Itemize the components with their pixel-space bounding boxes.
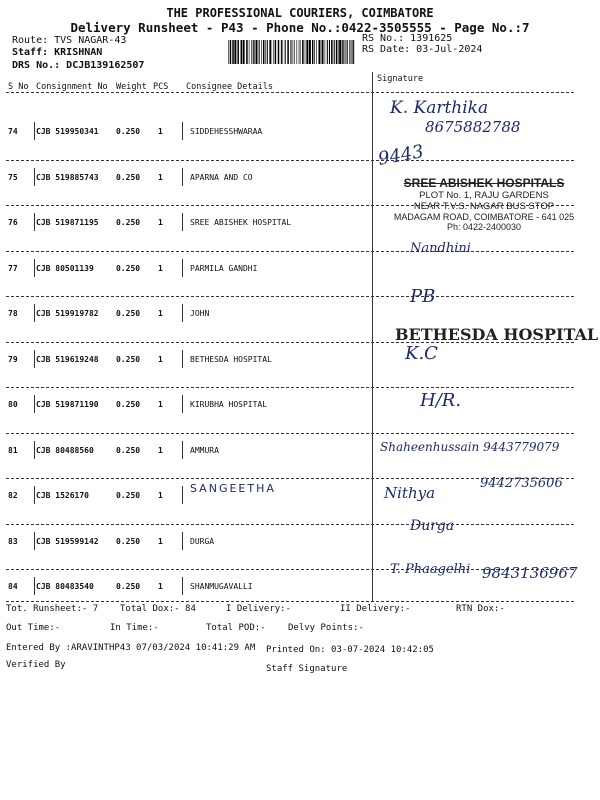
cell-pcs: 1 [158,536,163,546]
total-dox: Total Dox:- 84 [120,604,196,614]
row-divider [6,387,574,388]
verified-by: Verified By [6,660,66,670]
sig-row-82-phone: 9442735606 [480,476,563,491]
cell-pcs: 1 [158,263,163,273]
cell-weight: 0.250 [116,127,141,136]
cell-pcs: 1 [158,172,163,182]
row-tick [182,577,183,595]
cell-consignee: SIDDEHESSHWARAA [190,127,263,136]
cell-consignment: CJB 1526170 [36,491,89,500]
stamp-line-2: NEAR T.V.S. NAGAR BUS STOP [413,201,555,212]
row-tick [182,122,183,140]
sig-row-83: Durga [410,518,455,534]
row-tick [34,259,35,277]
rtn-dox: RTN Dox:- [456,604,505,614]
signature-column-divider [372,72,373,602]
cell-pcs: 1 [158,400,163,409]
stamp-sree-abishek [384,176,584,232]
cell-weight: 0.250 [116,582,141,591]
row-tick [34,168,35,186]
cell-weight: 0.250 [116,445,141,455]
tot-runsheet: Tot. Runsheet:- 7 [6,604,99,614]
cell-consignee: AMMURA [190,445,219,455]
sig-row-79: K.C [405,343,438,364]
ii-delivery: II Delivery:- [340,604,411,614]
sig-row-84-phone: 9843136967 [482,564,578,582]
row-tick [34,577,35,595]
row-divider [6,296,574,297]
cell-weight: 0.250 [116,536,141,546]
row-tick [34,441,35,459]
row-tick [182,168,183,186]
row-tick [34,213,35,231]
stamp-name: SREE ABISHEK HOSPITALS [403,176,565,190]
col-sno: S No [8,82,29,92]
row-tick [182,259,183,277]
cell-pcs: 1 [158,354,163,364]
sig-row-81: Shaheenhussain 9443779079 [380,440,560,454]
company-title: THE PROFESSIONAL COURIERS, COIMBATORE [166,6,434,20]
cell-sno: 83 [8,536,18,546]
row-divider [6,524,574,525]
cell-consignee: BETHESDA HOSPITAL [190,354,272,364]
in-time: In Time:- [110,623,159,633]
runsheet-title: Delivery Runsheet - P43 - Phone No.:0422-3505555 - Page No.:7 [70,20,530,35]
row-tick [34,395,35,413]
drs-number: DRS No.: DCJB139162507 [12,60,145,71]
cell-sno: 77 [8,263,18,273]
cell-consignment: CJB 519871195 [36,218,99,227]
cell-consignment: CJB 519950341 [36,127,99,136]
cell-pcs: 1 [158,582,163,591]
sig-row-77: Nandhini [410,241,471,256]
row-tick [182,395,183,413]
cell-consignment: CJB 519619248 [36,354,99,364]
out-time: Out Time:- [6,623,61,633]
row-tick [182,350,183,368]
route-label: Route: TVS NAGAR-43 [12,35,127,46]
stamp-line-4: Ph: 0422-2400030 [446,222,522,232]
rs-number: RS No.: 1391625 [362,33,453,44]
row-tick [182,441,183,459]
staff-label: Staff: KRISHNAN [12,47,103,58]
cell-consignment: CJB 80483540 [36,582,94,591]
cell-consignee: JOHN [190,309,210,318]
printed-on: Printed On: 03-07-2024 10:42:05 [266,645,434,655]
staff-signature: Staff Signature [266,664,348,674]
cell-consignee: KIRUBHA HOSPITAL [190,400,268,409]
cell-consignee: PARMILA GANDHI [190,263,258,273]
col-signature: Signature [377,74,424,84]
cell-pcs: 1 [158,445,163,455]
sig-row-74: K. Karthika [390,98,489,118]
cell-weight: 0.250 [116,491,141,500]
cell-consignee: APARNA AND CO [190,172,253,182]
consignee-row-82-handwritten: SANGEETHA [190,482,276,495]
cell-weight: 0.250 [116,172,141,182]
cell-weight: 0.250 [116,309,141,318]
sig-row-78: PB [410,286,436,307]
cell-consignment: CJB 80501139 [36,263,94,273]
cell-pcs: 1 [158,218,163,227]
row-tick [182,213,183,231]
stamp-bethesda: BETHESDA HOSPITAL [395,325,599,344]
row-tick [34,350,35,368]
cell-weight: 0.250 [116,263,141,273]
total-pod: Total POD:- [206,623,266,633]
cell-weight: 0.250 [116,400,141,409]
row-divider [6,160,574,161]
row-divider [6,433,574,434]
col-consignment: Consignment No [36,82,108,92]
cell-consignment: CJB 519885743 [36,172,99,182]
sig-row-82: Nithya [384,484,436,502]
cell-consignee: SHANMUGAVALLI [190,582,253,591]
cell-consignee: SREE ABISHEK HOSPITAL [190,218,292,227]
col-weight: Weight [116,82,147,92]
col-consignee: Consignee Details [186,82,273,92]
row-tick [182,304,183,322]
header-divider [6,92,574,93]
cell-sno: 84 [8,582,18,591]
cell-sno: 75 [8,172,18,182]
sig-row-74-phone: 8675882788 [425,118,521,136]
cell-consignment: CJB 80488560 [36,445,94,455]
rs-date: RS Date: 03-Jul-2024 [362,44,483,55]
sig-row-84: T. Phaagelhi [390,562,471,577]
barcode [228,40,356,64]
col-pcs: PCS [153,82,169,92]
cell-weight: 0.250 [116,218,141,227]
cell-sno: 80 [8,400,18,409]
cell-sno: 74 [8,127,18,136]
row-tick [34,486,35,504]
cell-consignment: CJB 519599142 [36,536,99,546]
cell-sno: 82 [8,491,18,500]
delvy-points: Delvy Points:- [288,623,364,633]
row-tick [34,532,35,550]
cell-pcs: 1 [158,127,163,136]
sig-row-80: H/R. [420,390,462,411]
row-tick [182,486,183,504]
row-tick [34,304,35,322]
cell-sno: 76 [8,218,18,227]
row-tick [34,122,35,140]
cell-consignment: CJB 519871190 [36,400,99,409]
entered-by: Entered By :ARAVINTHP43 07/03/2024 10:41:29 AM [6,643,256,653]
cell-sno: 81 [8,445,18,455]
row-tick [182,532,183,550]
sig-row-75: 9443 [376,141,426,170]
cell-sno: 78 [8,309,18,318]
cell-pcs: 1 [158,491,163,500]
cell-pcs: 1 [158,309,163,318]
row-divider [6,251,574,252]
stamp-line-3: MADAGAM ROAD, COIMBATORE - 641 025 [393,212,575,222]
cell-sno: 79 [8,354,18,364]
cell-consignee: DURGA [190,536,215,546]
cell-weight: 0.250 [116,354,141,364]
cell-consignment: CJB 519919782 [36,309,99,318]
i-delivery: I Delivery:- [226,604,292,614]
stamp-line-1: PLOT No. 1, RAJU GARDENS [419,190,549,201]
footer-divider [6,601,574,602]
